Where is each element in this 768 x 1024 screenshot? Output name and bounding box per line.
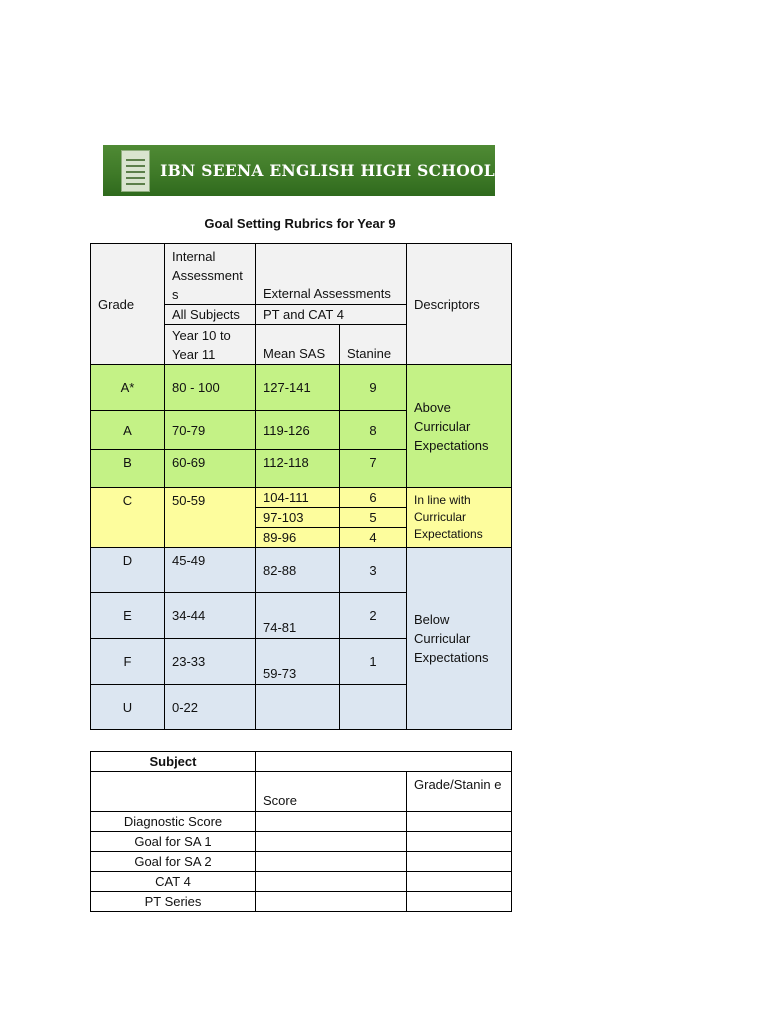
blank-cell bbox=[91, 772, 256, 812]
sas-cell: 97-103 bbox=[256, 508, 340, 528]
goal-row-label: Goal for SA 1 bbox=[91, 832, 256, 852]
score-cell[interactable] bbox=[256, 892, 407, 912]
goal-row-label: Diagnostic Score bbox=[91, 812, 256, 832]
descriptor-inline: In line with Curricular Expectations bbox=[407, 488, 512, 548]
col-internal-header: Internal Assessment s bbox=[165, 244, 256, 305]
grade-cell: F bbox=[91, 639, 165, 685]
stanine-cell: 1 bbox=[340, 639, 407, 685]
table-row bbox=[91, 852, 512, 872]
sas-cell: 89-96 bbox=[256, 528, 340, 548]
col-all-subjects-header: All Subjects bbox=[165, 305, 256, 325]
rubric-table bbox=[90, 243, 512, 730]
sas-cell: 74-81 bbox=[256, 593, 340, 639]
school-banner bbox=[103, 145, 495, 196]
descriptor-below: Below Curricular Expectations bbox=[407, 548, 512, 730]
table-row bbox=[91, 832, 512, 852]
goal-row-label: Goal for SA 2 bbox=[91, 852, 256, 872]
sas-cell bbox=[256, 685, 340, 730]
sas-cell: 127-141 bbox=[256, 365, 340, 411]
sas-cell: 82-88 bbox=[256, 548, 340, 593]
grade-stanine-header: Grade/Stanin e bbox=[407, 772, 512, 812]
stanine-cell: 5 bbox=[340, 508, 407, 528]
table-row bbox=[91, 548, 512, 593]
range-cell: 34-44 bbox=[165, 593, 256, 639]
range-cell: 80 - 100 bbox=[165, 365, 256, 411]
stanine-cell: 7 bbox=[340, 450, 407, 488]
sas-cell: 112-118 bbox=[256, 450, 340, 488]
stanine-cell: 2 bbox=[340, 593, 407, 639]
stanine-cell: 6 bbox=[340, 488, 407, 508]
range-cell: 60-69 bbox=[165, 450, 256, 488]
range-cell: 50-59 bbox=[165, 488, 256, 548]
range-cell: 23-33 bbox=[165, 639, 256, 685]
stanine-cell bbox=[340, 685, 407, 730]
subject-value-cell[interactable] bbox=[256, 752, 512, 772]
score-cell[interactable] bbox=[256, 832, 407, 852]
score-cell[interactable] bbox=[256, 852, 407, 872]
col-pt-cat-header: PT and CAT 4 bbox=[256, 305, 407, 325]
table-row bbox=[91, 488, 512, 508]
table-row bbox=[91, 365, 512, 411]
grade-stanine-cell[interactable] bbox=[407, 852, 512, 872]
grade-cell: B bbox=[91, 450, 165, 488]
grade-cell: A bbox=[91, 411, 165, 450]
grade-stanine-cell[interactable] bbox=[407, 872, 512, 892]
descriptor-above: Above Curricular Expectations bbox=[407, 365, 512, 488]
grade-cell: D bbox=[91, 548, 165, 593]
col-grade-header: Grade bbox=[91, 244, 165, 365]
grade-stanine-cell[interactable] bbox=[407, 812, 512, 832]
stanine-cell: 8 bbox=[340, 411, 407, 450]
col-external-header: External Assessments bbox=[256, 244, 407, 305]
stanine-cell: 9 bbox=[340, 365, 407, 411]
score-cell[interactable] bbox=[256, 872, 407, 892]
table-row bbox=[91, 812, 512, 832]
range-cell: 70-79 bbox=[165, 411, 256, 450]
table-row bbox=[91, 892, 512, 912]
grade-stanine-cell[interactable] bbox=[407, 832, 512, 852]
school-seal-icon bbox=[121, 150, 150, 192]
grade-stanine-cell[interactable] bbox=[407, 892, 512, 912]
sas-cell: 104-111 bbox=[256, 488, 340, 508]
grade-cell: A* bbox=[91, 365, 165, 411]
stanine-cell: 3 bbox=[340, 548, 407, 593]
grade-cell: C bbox=[91, 488, 165, 548]
page-title: Goal Setting Rubrics for Year 9 bbox=[204, 216, 396, 231]
score-cell[interactable] bbox=[256, 812, 407, 832]
range-cell: 45-49 bbox=[165, 548, 256, 593]
range-cell: 0-22 bbox=[165, 685, 256, 730]
goals-table bbox=[90, 751, 512, 912]
goal-row-label: PT Series bbox=[91, 892, 256, 912]
sas-cell: 119-126 bbox=[256, 411, 340, 450]
table-row bbox=[91, 872, 512, 892]
school-name: IBN SEENA ENGLISH HIGH SCHOOL bbox=[160, 161, 495, 180]
goal-row-label: CAT 4 bbox=[91, 872, 256, 892]
col-descriptors-header: Descriptors bbox=[407, 244, 512, 365]
score-header: Score bbox=[256, 772, 407, 812]
sas-cell: 59-73 bbox=[256, 639, 340, 685]
subject-label: Subject bbox=[91, 752, 256, 772]
stanine-cell: 4 bbox=[340, 528, 407, 548]
col-years-header: Year 10 to Year 11 bbox=[165, 325, 256, 365]
col-mean-sas-header: Mean SAS bbox=[256, 325, 340, 365]
grade-cell: U bbox=[91, 685, 165, 730]
grade-cell: E bbox=[91, 593, 165, 639]
col-stanine-header: Stanine bbox=[340, 325, 407, 365]
